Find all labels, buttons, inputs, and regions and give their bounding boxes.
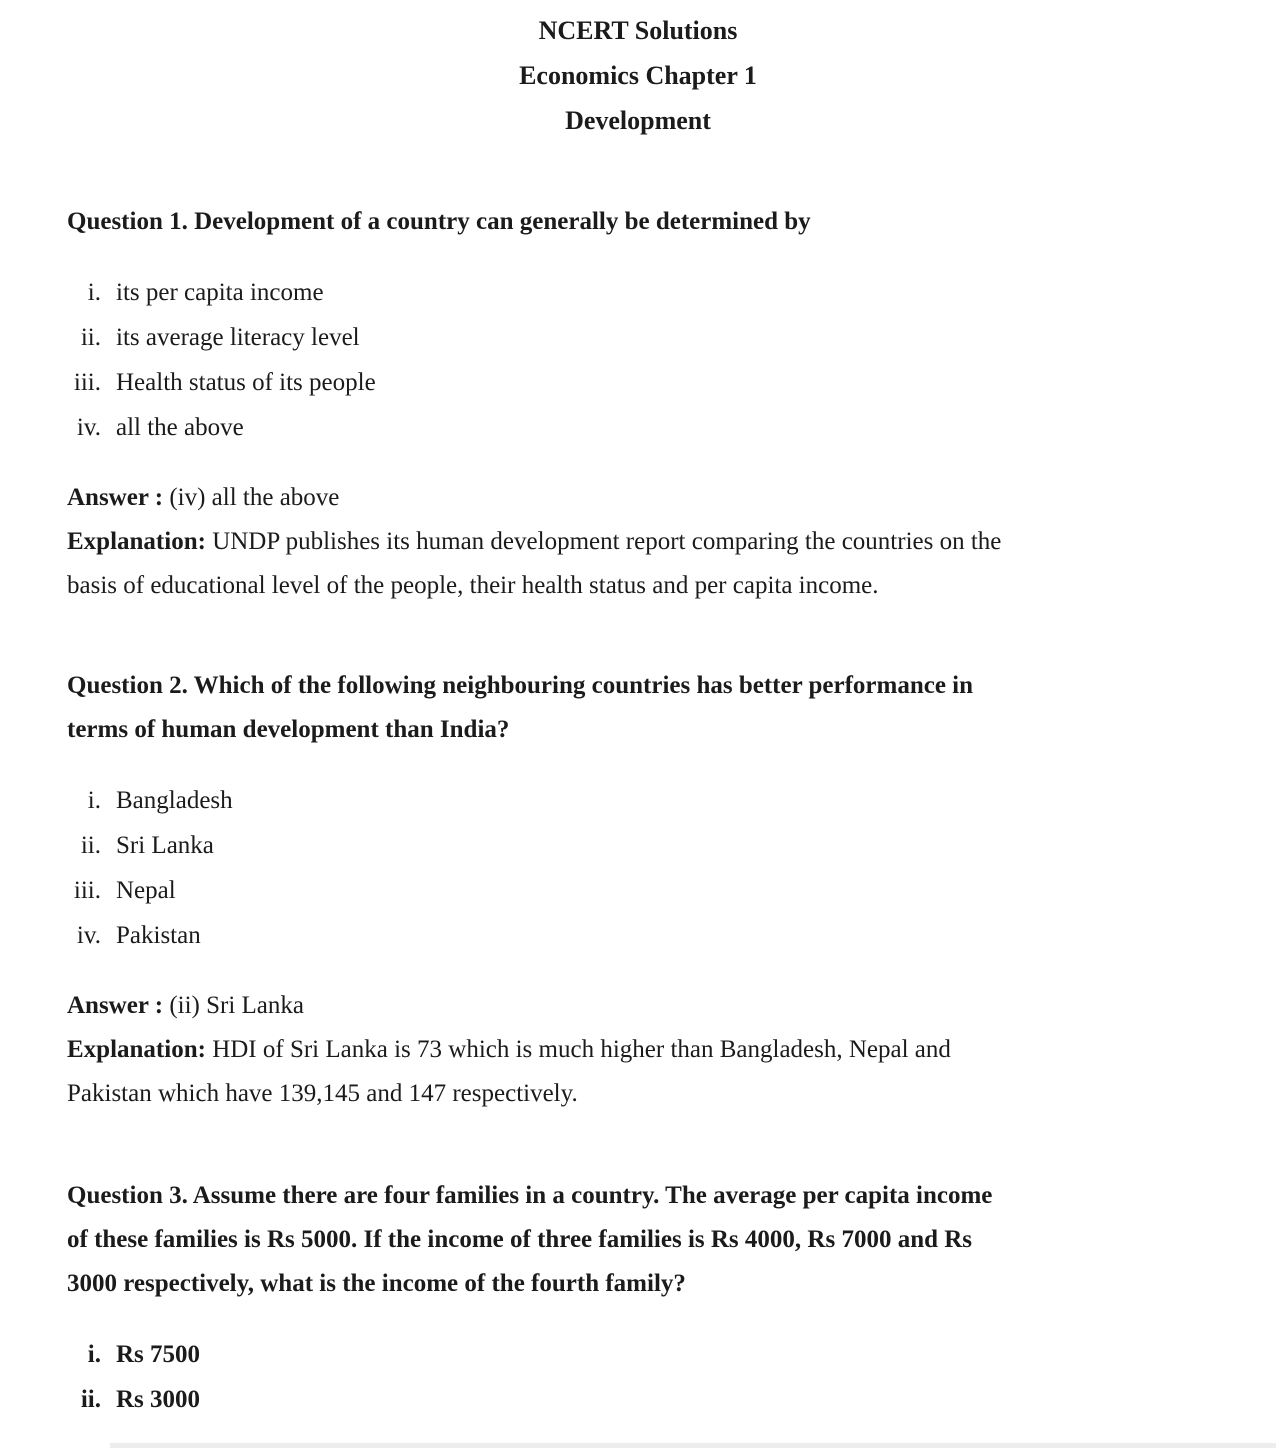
scan-artifact-strip (110, 1443, 1276, 1448)
question-1-options (67, 270, 1276, 450)
option-text: Pakistan (116, 922, 201, 949)
option-item (67, 913, 1276, 958)
question-section-2 (67, 664, 1276, 1116)
title-line-3: Development (565, 106, 711, 135)
option-numeral: ii. (80, 832, 101, 859)
question-section-1 (67, 200, 1276, 608)
option-item (67, 270, 1276, 315)
option-text: all the above (116, 414, 244, 441)
question-2-heading: terms of human development than India? (67, 716, 510, 743)
option-numeral: ii. (80, 324, 101, 351)
option-text: Bangladesh (116, 787, 233, 814)
option-text: Sri Lanka (116, 832, 214, 859)
option-item (67, 315, 1276, 360)
answer-label: Answer : (67, 484, 164, 511)
option-text: Nepal (116, 877, 176, 904)
option-item (67, 405, 1276, 450)
question-3-heading: Question 3. Assume there are four families in a country. The average per capita income (67, 1182, 993, 1209)
title-line-1: NCERT Solutions (538, 16, 738, 45)
answer-line (67, 476, 1276, 520)
explanation-label: Explanation: (67, 1036, 206, 1063)
document-content (0, 200, 1276, 1422)
option-text: Health status of its people (116, 369, 376, 396)
option-numeral: iv. (76, 414, 101, 441)
option-numeral: i. (87, 279, 101, 306)
option-item (67, 868, 1276, 913)
answer-text: (ii) Sri Lanka (169, 992, 304, 1019)
option-numeral: iii. (73, 877, 101, 904)
option-numeral: iv. (76, 922, 101, 949)
answer-text: (iv) all the above (169, 484, 340, 511)
option-item (67, 823, 1276, 868)
answer-line (67, 984, 1276, 1028)
option-numeral: iii. (73, 369, 101, 396)
question-2-heading: Question 2. Which of the following neighbouring countries has better performance in (67, 672, 974, 699)
explanation-text: UNDP publishes its human development report comparing the countries on the (212, 528, 1002, 555)
question-3-heading: 3000 respectively, what is the income of the fourth family? (67, 1270, 686, 1297)
question-3-heading: of these families is Rs 5000. If the income of three families is Rs 4000, Rs 7000 and Rs (67, 1226, 973, 1253)
document-title-block (0, 0, 1276, 143)
option-text: Rs 7500 (116, 1341, 201, 1368)
question-1-heading: Question 1. Development of a country can generally be determined by (67, 208, 811, 235)
option-numeral: ii. (80, 1386, 101, 1413)
option-text: Rs 3000 (116, 1386, 201, 1413)
option-item (67, 1332, 1276, 1377)
question-2-options (67, 778, 1276, 958)
option-item (67, 1377, 1276, 1422)
option-text: its per capita income (116, 279, 324, 306)
option-numeral: i. (87, 1341, 101, 1368)
option-text: its average literacy level (116, 324, 360, 351)
explanation-line (67, 1028, 1276, 1072)
explanation-line: Pakistan which have 139,145 and 147 respectively. (67, 1080, 578, 1107)
question-3-options (67, 1332, 1276, 1422)
question-section-3 (67, 1174, 1276, 1422)
explanation-line (67, 520, 1276, 564)
explanation-line: basis of educational level of the people, their health status and per capita income. (67, 572, 879, 599)
option-item (67, 360, 1276, 405)
explanation-text: HDI of Sri Lanka is 73 which is much higher than Bangladesh, Nepal and (212, 1036, 951, 1063)
answer-label: Answer : (67, 992, 164, 1019)
option-item (67, 778, 1276, 823)
explanation-label: Explanation: (67, 528, 206, 555)
option-numeral: i. (87, 787, 101, 814)
title-line-2: Economics Chapter 1 (519, 61, 757, 90)
